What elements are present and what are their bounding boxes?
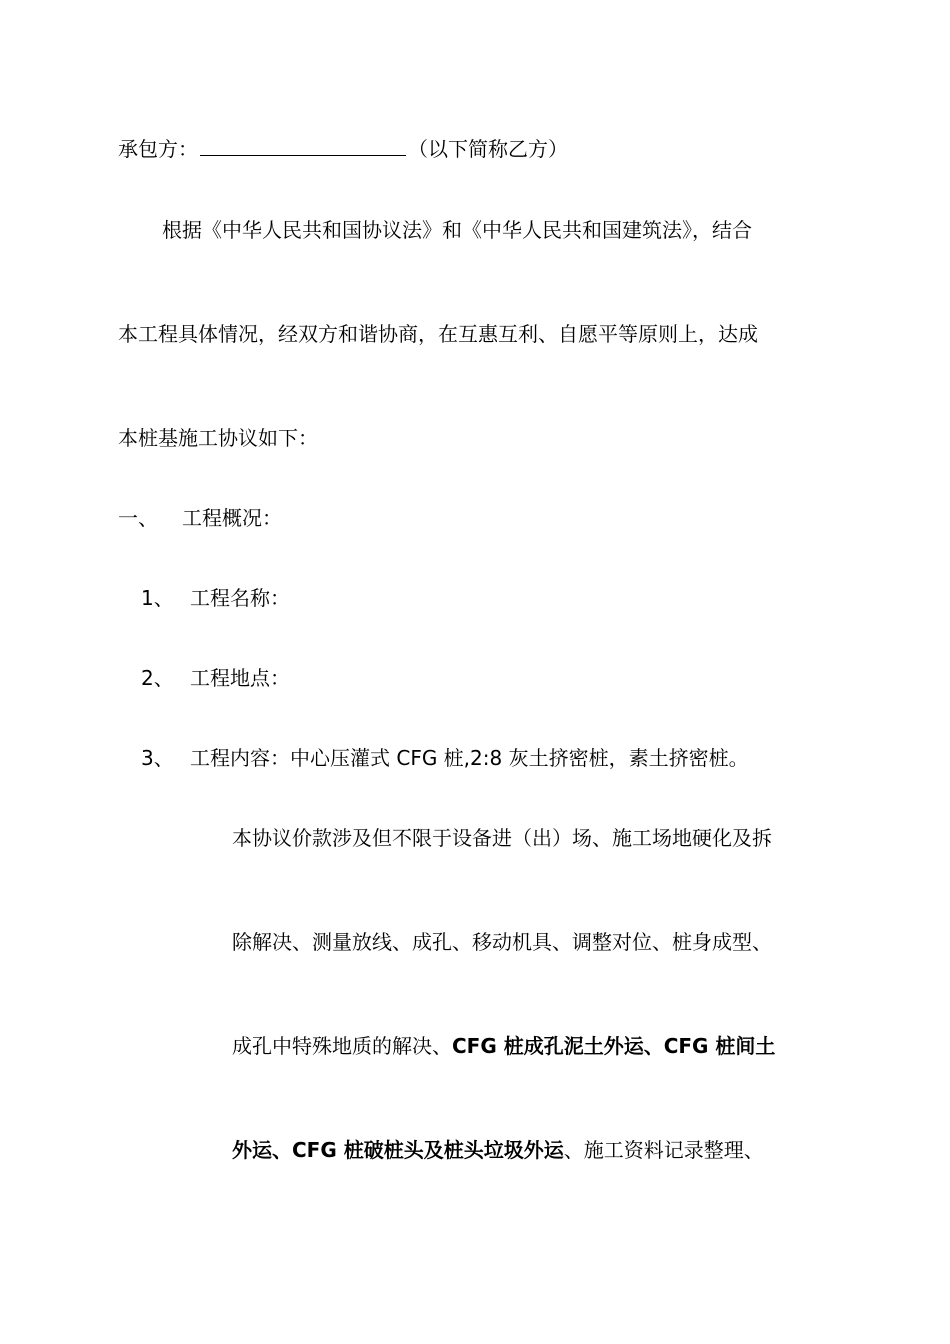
scope-line-1: 本协议价款涉及但不限于设备进（出）场、施工场地硬化及拆 (232, 826, 772, 850)
contractor-suffix: （以下简称乙方） (408, 137, 568, 161)
section-title: 工程概况： (182, 506, 282, 530)
contractor-blank-field[interactable] (200, 135, 406, 156)
item-2-text: 工程地点： (190, 666, 290, 690)
scope-line-3-normal: 成孔中特殊地质的解决、 (232, 1034, 452, 1058)
scope-line-4-bold: 外运、CFG 桩破桩头及桩头垃圾外运 (232, 1138, 564, 1162)
scope-line-4-normal: 、施工资料记录整理、 (563, 1138, 764, 1162)
item-2-number: 2、 (141, 666, 174, 690)
intro-line-1: 根据《中华人民共和国协议法》和《中华人民共和国建筑法》，结合 (162, 218, 752, 242)
scope-line-4 (232, 1136, 764, 1164)
item-1-text: 工程名称： (190, 586, 290, 610)
intro-line-2: 本工程具体情况，经双方和谐协商，在互惠互利、自愿平等原则上，达成 (118, 322, 758, 346)
intro-line-3: 本桩基施工协议如下： (118, 426, 318, 450)
contractor-line (118, 135, 568, 163)
section-marker: 一、 (118, 506, 158, 530)
item-1-number: 1、 (141, 586, 174, 610)
scope-line-3-bold: CFG 桩成孔泥土外运、CFG 桩间土 (452, 1034, 776, 1058)
scope-line-2: 除解决、测量放线、成孔、移动机具、调整对位、桩身成型、 (232, 930, 772, 954)
contractor-label: 承包方： (118, 137, 198, 161)
item-3-text: 工程内容：中心压灌式 CFG 桩,2:8 灰土挤密桩，素土挤密桩。 (190, 746, 749, 770)
section-heading (118, 504, 158, 532)
item-3-number: 3、 (141, 746, 174, 770)
scope-line-3 (232, 1032, 775, 1060)
